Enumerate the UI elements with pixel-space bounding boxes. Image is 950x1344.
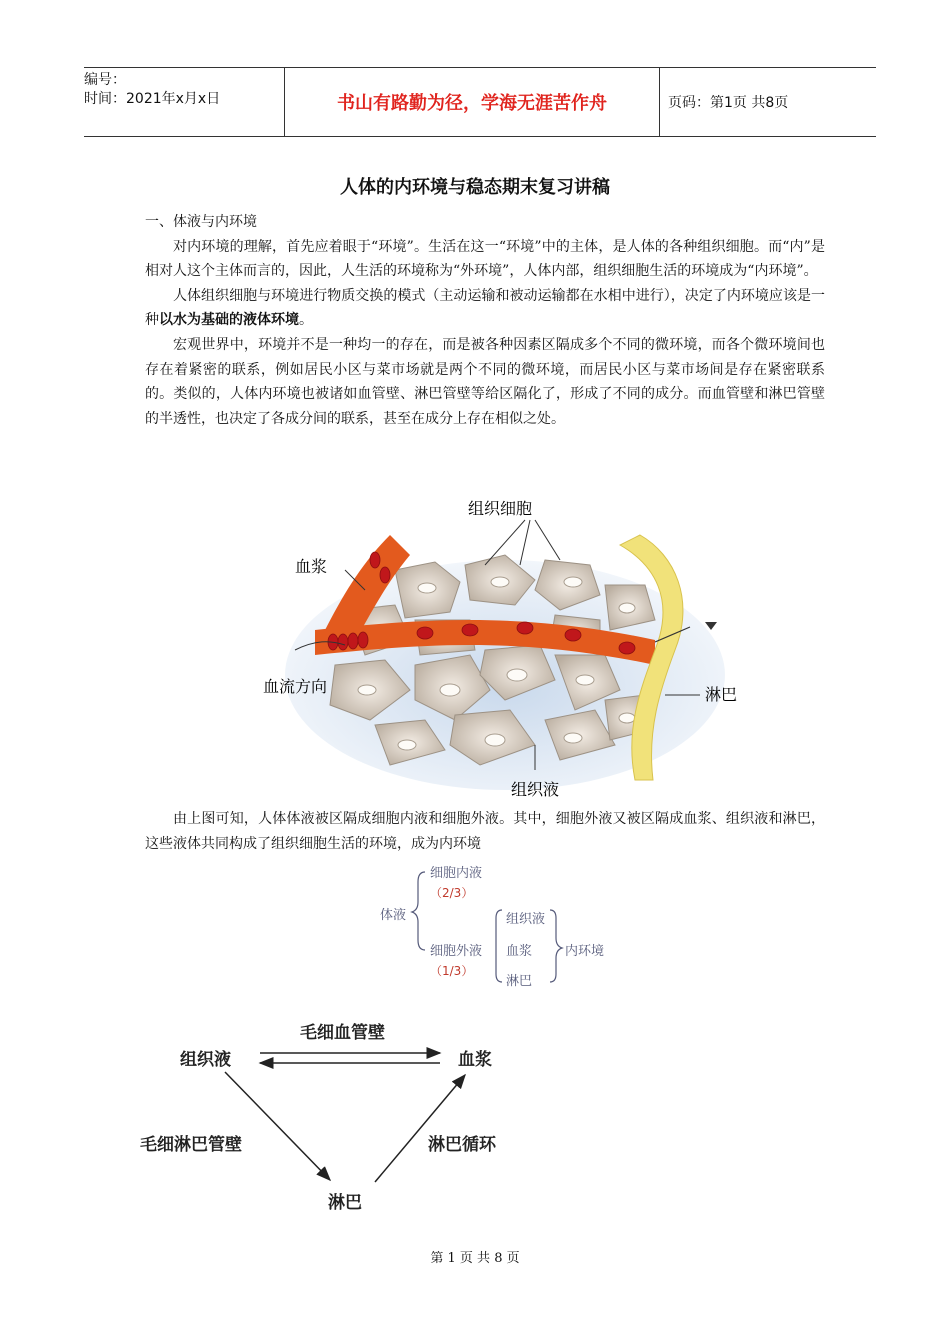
tree-item-plasma: 血浆 (506, 944, 533, 959)
document-title: 人体的内环境与稳态期末复习讲稿 (340, 177, 610, 198)
fluid-exchange-diagram (130, 1010, 530, 1220)
paragraph-2-text: 人体组织细胞与环境进行物质交换的模式（主动运输和被动运输都在水相中进行），决定了内环境应该是一种 (145, 287, 825, 329)
edge-capillary-wall: 毛细血管壁 (300, 1023, 385, 1043)
section1-text-after-figure (145, 807, 825, 856)
tree-intracellular: 细胞内液 (430, 866, 483, 881)
section-heading: 一、体液与内环境 (145, 214, 257, 230)
node-plasma: 血浆 (458, 1050, 492, 1070)
paragraph-2-bold: 以水为基础的液体环境 (159, 312, 299, 329)
paragraph-2-end: 。 (299, 312, 313, 329)
edge-lymph-capillary-wall: 毛细淋巴管壁 (140, 1135, 242, 1155)
paragraph-3: 宏观世界中，环境并不是一种均一的存在，而是被各种因素区隔成多个不同的微环境，而各个微环境间也存在着紧密的联系，例如居民小区与菜市场就是两个不同的微环境，而居民小区与菜市场间是存在紧密联系的。类似的，人体内环境也被诸如血管壁、淋巴管壁等给区隔化了，形成了不同的成分。而血管壁和淋巴管壁的半透性，也决定了各成分间的联系，甚至在成分上存在相似之处。 (145, 336, 825, 427)
tree-extracellular-ratio: （1/3） (430, 964, 474, 978)
tree-group-internal-environment: 内环境 (565, 944, 605, 959)
header-meta (84, 68, 284, 136)
page-footer: 第 1 页 共 8 页 (430, 1251, 520, 1266)
number-label: 编号： (84, 72, 126, 88)
section1-text (145, 210, 825, 431)
node-lymph: 淋巴 (328, 1193, 362, 1213)
label-blood-flow: 血流方向 (263, 677, 328, 696)
label-lymph: 淋巴 (705, 685, 738, 704)
flow-arrowhead (705, 622, 717, 630)
label-tissue-fluid: 组织液 (510, 780, 560, 799)
label-tissue-cells: 组织细胞 (467, 499, 533, 518)
paragraph-1: 对内环境的理解，首先应着眼于“环境”。生活在这一“环境”中的主体，是人体的各种组织细胞。而“内”是相对人这个主体而言的，因此，人生活的环境称为“外环境”，人体内部，组织细胞生活的环境成为“内环境”。 (145, 238, 825, 280)
time-label: 时间：2021年x月x日 (84, 91, 221, 107)
paragraph-4: 由上图可知，人体体液被区隔成细胞内液和细胞外液。其中，细胞外液又被区隔成血浆、组织液和淋巴，这些液体共同构成了组织细胞生活的环境，成为内环境 (145, 811, 825, 852)
page-header (84, 67, 876, 137)
tree-item-lymph: 淋巴 (506, 974, 533, 989)
body-fluid-tree (380, 862, 640, 992)
header-page-info: 页码：第1页 共8页 (668, 95, 789, 111)
tree-root: 体液 (380, 908, 407, 923)
tree-intracellular-ratio: （2/3） (430, 886, 474, 900)
header-motto: 书山有路勤为径，学海无涯苦作舟 (284, 68, 660, 136)
tree-extracellular: 细胞外液 (430, 944, 483, 959)
exchange-arrows (225, 1053, 465, 1182)
node-tissue-fluid: 组织液 (180, 1050, 231, 1070)
cell-environment-figure (255, 490, 750, 800)
label-plasma: 血浆 (295, 557, 328, 576)
edge-lymph-circulation: 淋巴循环 (428, 1135, 496, 1155)
tree-item-tissue-fluid: 组织液 (506, 912, 546, 927)
paragraph-2 (145, 284, 825, 333)
